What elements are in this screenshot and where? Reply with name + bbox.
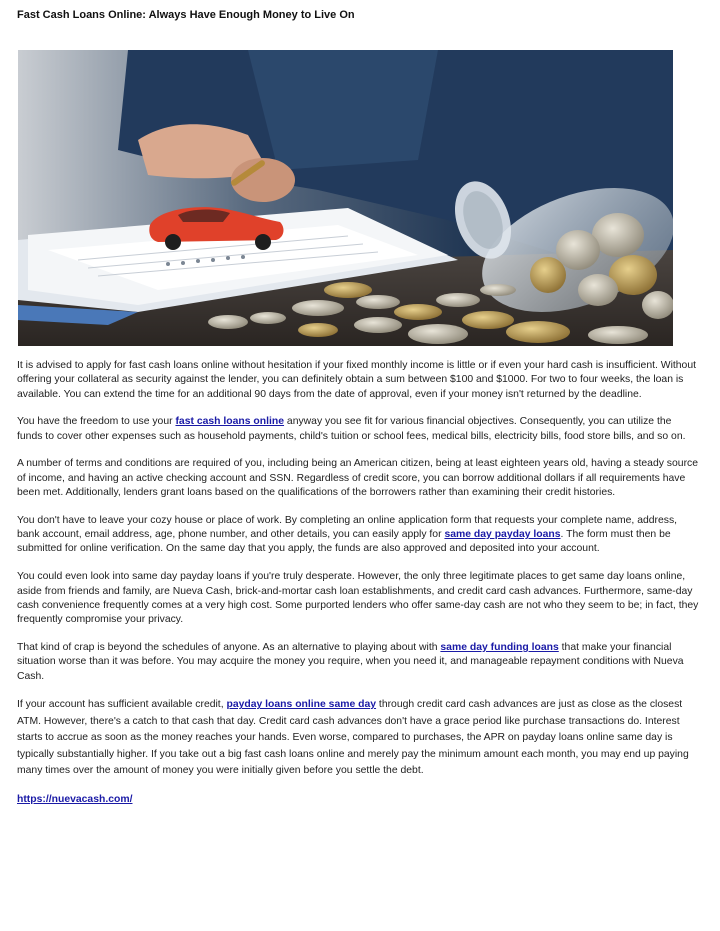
paragraph-text: . The form must then be submitted for online verification. On the same day that you apply, the funds are also approved and deposited into your account. bbox=[17, 529, 671, 555]
paragraph-5 bbox=[17, 570, 699, 627]
paragraph-3 bbox=[17, 457, 699, 500]
paragraph-7 bbox=[17, 697, 699, 780]
paragraph-text: If your account has sufficient available credit, bbox=[17, 699, 227, 711]
paragraph-text: that make your financial situation worse than it was before. You may acquire the money you require, when you need it, and manageable repayment conditions with Nueva Cash. bbox=[17, 641, 684, 682]
hero-image bbox=[18, 50, 673, 346]
fast-cash-loans-online-link[interactable]: fast cash loans online bbox=[175, 416, 285, 428]
paragraph-text: That kind of crap is beyond the schedules of anyone. As an alternative to playing about with bbox=[17, 641, 441, 653]
paragraph-text: It is advised to apply for fast cash loans online without hesitation if your fixed monthly income is little or if even your hard cash is insufficient. Without offering your collateral as security against the lender, you can definitely obtain a sum between $100 and $1000. For two to four weeks, the loan is available. You can extend the time for an additional 90 days from the date of approval, even if your money isn't returned by the deadline. bbox=[17, 360, 696, 400]
paragraph-4 bbox=[17, 514, 699, 557]
article-body bbox=[17, 359, 699, 821]
paragraph-text: through credit card cash advances are just as close as the closest ATM. However, there's a catch to that cash that day. Credit card cash advances don't have a grace period like purchase transactions do. Interest starts to accrue as soon as the money reaches your hands. Even worse, compared to purchases, the APR on payday loans online same day is typically substantially higher. If you take out a big fast cash loans online and merely pay the minimum amount each month, you may end up paying many times over the amount of money you were initially given before you settle the debt. bbox=[17, 699, 689, 777]
same-day-funding-loans-link[interactable]: same day funding loans bbox=[440, 641, 559, 653]
paragraph-text: anyway you see fit for various financial objectives. Consequently, you can utilize the funds to cover other expenses such as household payments, child's tuition or school fees, medical bills, electricity bills, food store bills, and so on. bbox=[17, 416, 686, 442]
paragraph-2 bbox=[17, 415, 699, 444]
paragraph-text: You don't have to leave your cozy house or place of work. By completing an online application form that requests your complete name, address, bank account, email address, age, phone number, and other details, you can easily apply for bbox=[17, 514, 678, 541]
page-title: Fast Cash Loans Online: Always Have Enough Money to Live On bbox=[17, 9, 355, 21]
nuevacash-url-link[interactable]: https://nuevacash.com/ bbox=[17, 794, 133, 806]
paragraph-1 bbox=[17, 359, 699, 402]
paragraph-6 bbox=[17, 641, 699, 684]
paragraph-text: A number of terms and conditions are required of you, including being an American citizen, being at least eighteen years old, having a steady source of income, and having an active checking account and SSN. Regardless of credit score, you can borrow additional dollars if all requirements have been met. Additionally, lenders grant loans based on the qualifications of the borrowers rather than examining their credit histories. bbox=[17, 458, 698, 499]
paragraph-text: You have the freedom to use your bbox=[17, 416, 176, 428]
paragraph-text: You could even look into same day payday loans if you're truly desperate. However, the only three legitimate places to get same day loans online, aside from friends and family, are Nueva Cash, brick-and-mortar cash loan establishments, and credit card cash advances. Furthermore, same-day cash convenience frequently comes at a very high cost. Some purported lenders who offer same-day cash are not who they seem to be; in fact, they frequently compromise your privacy. bbox=[17, 571, 699, 626]
footer-paragraph bbox=[17, 793, 699, 807]
same-day-payday-loans-link[interactable]: same day payday loans bbox=[444, 529, 561, 541]
payday-loans-online-same-day-link[interactable]: payday loans online same day bbox=[226, 699, 377, 711]
